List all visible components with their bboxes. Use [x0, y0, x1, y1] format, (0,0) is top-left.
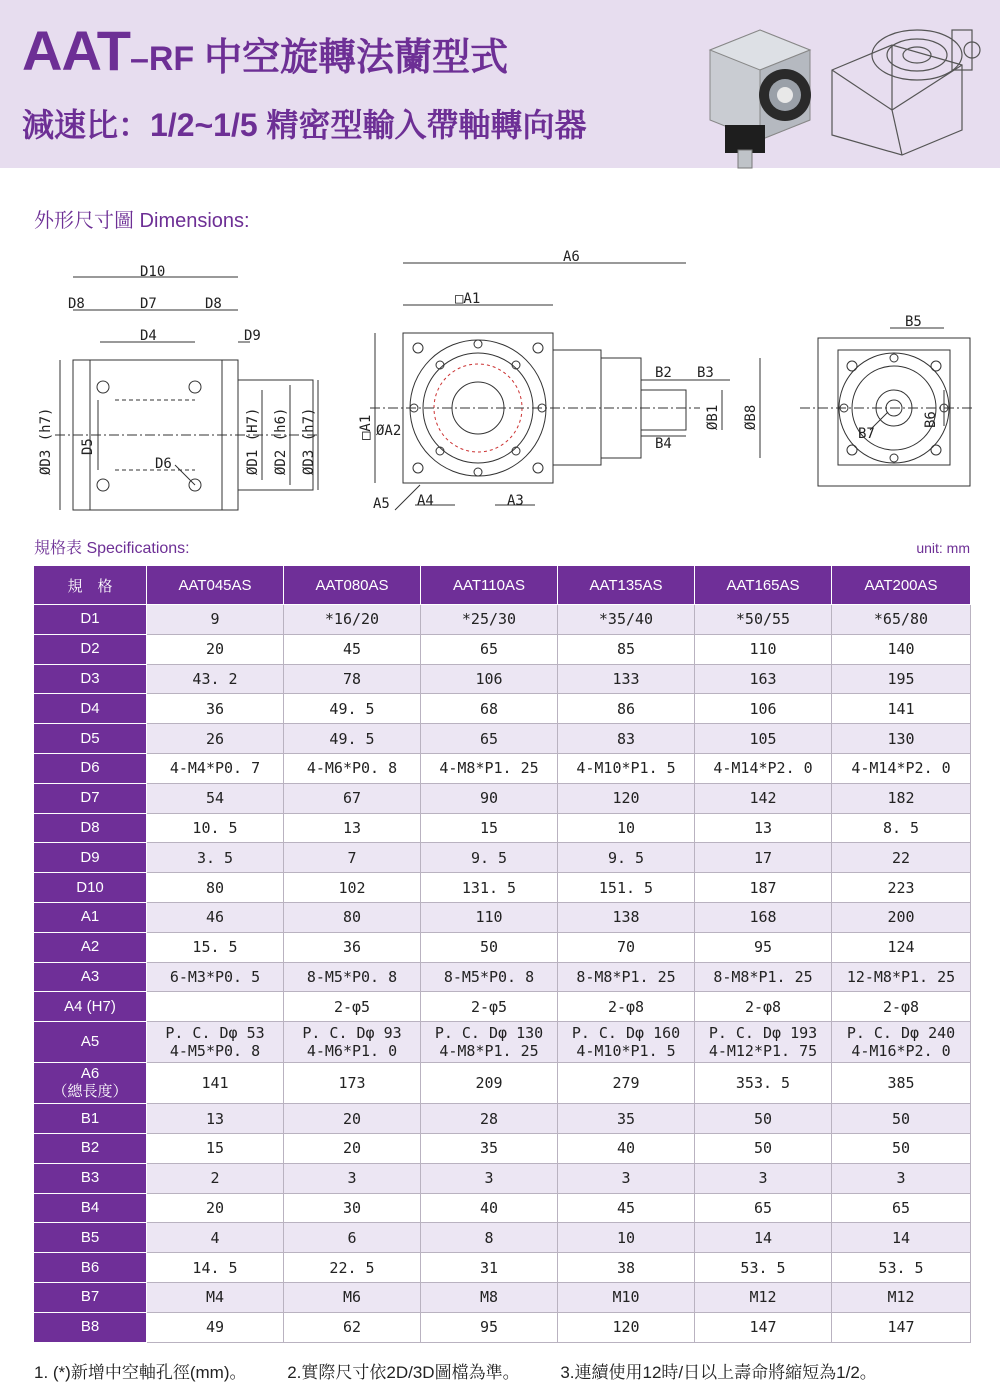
- table-cell: 20: [147, 634, 284, 664]
- table-cell: P. C. Dφ 240 4-M16*P2. 0: [832, 1022, 971, 1063]
- label-d7: D7: [140, 296, 157, 312]
- table-cell: 70: [558, 932, 695, 962]
- table-row: [34, 664, 971, 694]
- table-row: [34, 1104, 971, 1134]
- label-a1-side: □A1: [358, 414, 374, 440]
- table-cell: 13: [695, 813, 832, 843]
- table-cell: 4-M6*P0. 8: [284, 753, 421, 783]
- row-label: A4 (H7): [34, 992, 147, 1022]
- table-cell: 65: [421, 724, 558, 754]
- table-cell: 78: [284, 664, 421, 694]
- label-b4: B4: [655, 436, 672, 452]
- table-cell: 187: [695, 873, 832, 903]
- table-cell: 3: [284, 1163, 421, 1193]
- header-banner: [0, 0, 1000, 168]
- table-cell: 65: [421, 634, 558, 664]
- table-cell: M6: [284, 1282, 421, 1312]
- table-cell: 9. 5: [558, 843, 695, 873]
- label-a1-top: □A1: [455, 291, 481, 307]
- table-cell: 49. 5: [284, 724, 421, 754]
- table-cell: 20: [147, 1193, 284, 1223]
- table-cell: 15: [421, 813, 558, 843]
- row-label: A3: [34, 962, 147, 992]
- label-b5: B5: [905, 314, 922, 330]
- table-cell: 140: [832, 634, 971, 664]
- table-cell: 14: [832, 1223, 971, 1253]
- label-d3-right: ØD3 (h7): [301, 407, 317, 475]
- row-label: D10: [34, 873, 147, 903]
- footnote: 2.實際尺寸依2D/3D圖檔為準。: [287, 1363, 520, 1382]
- row-label: B4: [34, 1193, 147, 1223]
- row-label: A2: [34, 932, 147, 962]
- table-cell: M12: [695, 1282, 832, 1312]
- table-cell: 45: [284, 634, 421, 664]
- table-cell: 147: [695, 1312, 832, 1342]
- specifications-heading: 規格表 Specifications:: [34, 540, 190, 557]
- table-cell: 53. 5: [695, 1253, 832, 1283]
- label-b1: ØB1: [705, 404, 721, 430]
- table-cell: 26: [147, 724, 284, 754]
- table-cell: 8: [421, 1223, 558, 1253]
- table-row: [34, 1223, 971, 1253]
- table-cell: 4-M4*P0. 7: [147, 753, 284, 783]
- label-d10: D10: [140, 264, 166, 280]
- table-cell: *65/80: [832, 605, 971, 635]
- row-label: D4: [34, 694, 147, 724]
- table-model-header: AAT080AS: [284, 566, 421, 605]
- table-row: [34, 962, 971, 992]
- table-cell: 120: [558, 1312, 695, 1342]
- table-cell: 30: [284, 1193, 421, 1223]
- table-cell: P. C. Dφ 93 4-M6*P1. 0: [284, 1022, 421, 1063]
- table-cell: 40: [558, 1133, 695, 1163]
- table-cell: 8-M8*P1. 25: [558, 962, 695, 992]
- table-model-header: AAT135AS: [558, 566, 695, 605]
- label-d4: D4: [140, 328, 157, 344]
- table-cell: 3: [421, 1163, 558, 1193]
- table-cell: 50: [421, 932, 558, 962]
- table-model-header: AAT110AS: [421, 566, 558, 605]
- label-a2: ØA2: [376, 423, 402, 439]
- row-label: D8: [34, 813, 147, 843]
- table-cell: 14. 5: [147, 1253, 284, 1283]
- table-cell: 12-M8*P1. 25: [832, 962, 971, 992]
- table-cell: 142: [695, 783, 832, 813]
- table-cell: 65: [832, 1193, 971, 1223]
- table-row: [34, 1193, 971, 1223]
- label-d3-left: ØD3 (h7): [38, 407, 54, 475]
- table-cell: *16/20: [284, 605, 421, 635]
- front-view: [370, 263, 760, 510]
- model-suffix: –RF: [129, 40, 195, 78]
- table-cell: 85: [558, 634, 695, 664]
- table-cell: 36: [147, 694, 284, 724]
- table-cell: 2-φ8: [558, 992, 695, 1022]
- table-cell: 68: [421, 694, 558, 724]
- table-cell: 200: [832, 902, 971, 932]
- table-cell: 95: [695, 932, 832, 962]
- table-cell: 131. 5: [421, 873, 558, 903]
- table-cell: 10: [558, 813, 695, 843]
- row-label: B5: [34, 1223, 147, 1253]
- table-cell: *25/30: [421, 605, 558, 635]
- row-label: D3: [34, 664, 147, 694]
- footnote: 1. (*)新增中空軸孔徑(mm)。: [34, 1363, 247, 1382]
- table-cell: P. C. Dφ 130 4-M8*P1. 25: [421, 1022, 558, 1063]
- table-cell: 6-M3*P0. 5: [147, 962, 284, 992]
- label-d8-left: D8: [68, 296, 85, 312]
- table-cell: 4-M14*P2. 0: [832, 753, 971, 783]
- table-cell: 90: [421, 783, 558, 813]
- row-label: D9: [34, 843, 147, 873]
- dimensions-heading: 外形尺寸圖 Dimensions:: [34, 210, 250, 232]
- table-cell: 50: [832, 1133, 971, 1163]
- table-cell: 9: [147, 605, 284, 635]
- table-cell: 8-M5*P0. 8: [284, 962, 421, 992]
- label-d9: D9: [244, 328, 261, 344]
- table-row: [34, 724, 971, 754]
- table-cell: 106: [421, 664, 558, 694]
- table-cell: 2-φ8: [832, 992, 971, 1022]
- table-cell: 50: [695, 1133, 832, 1163]
- table-row: [34, 843, 971, 873]
- table-row: [34, 605, 971, 635]
- table-cell: 67: [284, 783, 421, 813]
- table-cell: 2: [147, 1163, 284, 1193]
- table-cell: 120: [558, 783, 695, 813]
- table-cell: 4-M10*P1. 5: [558, 753, 695, 783]
- table-cell: 8-M8*P1. 25: [695, 962, 832, 992]
- table-cell: 15: [147, 1133, 284, 1163]
- row-label: D5: [34, 724, 147, 754]
- spec-table: [33, 565, 971, 1343]
- table-cell: M10: [558, 1282, 695, 1312]
- table-cell: 13: [284, 813, 421, 843]
- table-cell: 35: [421, 1133, 558, 1163]
- label-b3: B3: [697, 365, 714, 381]
- table-cell: 106: [695, 694, 832, 724]
- table-cell: 4-M8*P1. 25: [421, 753, 558, 783]
- label-b2: B2: [655, 365, 672, 381]
- table-cell: 46: [147, 902, 284, 932]
- table-cell: 28: [421, 1104, 558, 1134]
- table-cell: 173: [284, 1063, 421, 1104]
- table-cell: 353. 5: [695, 1063, 832, 1104]
- table-cell: *35/40: [558, 605, 695, 635]
- table-cell: M4: [147, 1282, 284, 1312]
- table-cell: 22: [832, 843, 971, 873]
- table-cell: 8-M5*P0. 8: [421, 962, 558, 992]
- row-label: B7: [34, 1282, 147, 1312]
- table-cell: 22. 5: [284, 1253, 421, 1283]
- label-a5: A5: [373, 496, 390, 512]
- table-row: [34, 694, 971, 724]
- product-subtitle: 減速比：1/2~1/5 精密型輸入帶軸轉向器: [22, 107, 587, 143]
- label-a4: A4: [417, 493, 434, 509]
- table-cell: 65: [695, 1193, 832, 1223]
- unit-label: unit: mm: [916, 540, 970, 556]
- table-cell: 80: [284, 902, 421, 932]
- table-cell: 53. 5: [832, 1253, 971, 1283]
- label-d5: D5: [80, 438, 96, 455]
- table-cell: 141: [832, 694, 971, 724]
- table-cell: 141: [147, 1063, 284, 1104]
- table-cell: 2-φ5: [284, 992, 421, 1022]
- table-cell: 8. 5: [832, 813, 971, 843]
- table-cell: 49: [147, 1312, 284, 1342]
- table-model-header: AAT045AS: [147, 566, 284, 605]
- table-cell: 182: [832, 783, 971, 813]
- table-cell: 147: [832, 1312, 971, 1342]
- footnotes: [34, 1358, 913, 1383]
- row-label: B3: [34, 1163, 147, 1193]
- footnote: 3.連續使用12時/日以上壽命將縮短為1/2。: [560, 1363, 877, 1382]
- table-cell: 223: [832, 873, 971, 903]
- table-row: [34, 1063, 971, 1104]
- label-d6: D6: [155, 456, 172, 472]
- table-cell: 43. 2: [147, 664, 284, 694]
- row-label: D2: [34, 634, 147, 664]
- table-model-header: AAT200AS: [832, 566, 971, 605]
- label-a6: A6: [563, 249, 580, 265]
- table-row: [34, 992, 971, 1022]
- table-cell: 40: [421, 1193, 558, 1223]
- table-cell: 7: [284, 843, 421, 873]
- table-cell: 2-φ5: [421, 992, 558, 1022]
- table-cell: 83: [558, 724, 695, 754]
- table-cell: 151. 5: [558, 873, 695, 903]
- table-row: [34, 1253, 971, 1283]
- title-cn: 中空旋轉法蘭型式: [204, 37, 509, 79]
- table-cell: 36: [284, 932, 421, 962]
- table-model-header: AAT165AS: [695, 566, 832, 605]
- row-label: B2: [34, 1133, 147, 1163]
- label-a3: A3: [507, 493, 524, 509]
- model-name: AAT: [22, 19, 130, 82]
- table-cell: 95: [421, 1312, 558, 1342]
- table-cell: 17: [695, 843, 832, 873]
- row-label: A6 （總長度）: [34, 1063, 147, 1104]
- label-b8: ØB8: [743, 404, 759, 430]
- table-row: [34, 1133, 971, 1163]
- table-row: [34, 902, 971, 932]
- table-cell: P. C. Dφ 53 4-M5*P0. 8: [147, 1022, 284, 1063]
- row-label: B1: [34, 1104, 147, 1134]
- row-label: B8: [34, 1312, 147, 1342]
- table-cell: 3: [695, 1163, 832, 1193]
- product-photo-icon: [700, 10, 820, 170]
- table-row: [34, 753, 971, 783]
- table-cell: 105: [695, 724, 832, 754]
- table-cell: 4-M14*P2. 0: [695, 753, 832, 783]
- row-label: A1: [34, 902, 147, 932]
- table-cell: 13: [147, 1104, 284, 1134]
- table-cell: P. C. Dφ 193 4-M12*P1. 75: [695, 1022, 832, 1063]
- end-view: [800, 328, 975, 486]
- table-row: [34, 873, 971, 903]
- table-row: [34, 634, 971, 664]
- table-cell: 35: [558, 1104, 695, 1134]
- table-cell: 6: [284, 1223, 421, 1253]
- table-cell: 195: [832, 664, 971, 694]
- table-cell: 50: [695, 1104, 832, 1134]
- table-cell: 2-φ8: [695, 992, 832, 1022]
- table-cell: 4: [147, 1223, 284, 1253]
- table-cell: 385: [832, 1063, 971, 1104]
- table-cell: 133: [558, 664, 695, 694]
- table-cell: 50: [832, 1104, 971, 1134]
- table-cell: 9. 5: [421, 843, 558, 873]
- table-cell: 163: [695, 664, 832, 694]
- table-row: [34, 1282, 971, 1312]
- table-cell: 14: [695, 1223, 832, 1253]
- table-cell: P. C. Dφ 160 4-M10*P1. 5: [558, 1022, 695, 1063]
- table-cell: 3. 5: [147, 843, 284, 873]
- table-cell: 80: [147, 873, 284, 903]
- table-cell: 279: [558, 1063, 695, 1104]
- table-cell: 3: [832, 1163, 971, 1193]
- table-cell: 130: [832, 724, 971, 754]
- table-cell: 209: [421, 1063, 558, 1104]
- table-cell: 10: [558, 1223, 695, 1253]
- table-cell: 49. 5: [284, 694, 421, 724]
- table-cell: 138: [558, 902, 695, 932]
- table-cell: 10. 5: [147, 813, 284, 843]
- table-cell: 62: [284, 1312, 421, 1342]
- table-cell: 86: [558, 694, 695, 724]
- table-row: [34, 932, 971, 962]
- label-d1: ØD1 (H7): [245, 407, 261, 475]
- table-cell: 38: [558, 1253, 695, 1283]
- table-cell: 54: [147, 783, 284, 813]
- table-cell: 45: [558, 1193, 695, 1223]
- table-row: [34, 813, 971, 843]
- table-header-row: [34, 566, 971, 605]
- table-row: [34, 1163, 971, 1193]
- table-header-label: 規 格: [34, 566, 147, 605]
- table-cell: 20: [284, 1133, 421, 1163]
- table-cell: 110: [695, 634, 832, 664]
- row-label: D7: [34, 783, 147, 813]
- table-row: [34, 1022, 971, 1063]
- label-d8-right: D8: [205, 296, 222, 312]
- table-row: [34, 1312, 971, 1342]
- dimension-drawings: [0, 240, 1000, 530]
- table-cell: 168: [695, 902, 832, 932]
- row-label: B6: [34, 1253, 147, 1283]
- row-label: D6: [34, 753, 147, 783]
- table-cell: 31: [421, 1253, 558, 1283]
- table-cell: 124: [832, 932, 971, 962]
- table-cell: M12: [832, 1282, 971, 1312]
- table-cell: *50/55: [695, 605, 832, 635]
- table-cell: [147, 992, 284, 1022]
- table-cell: 110: [421, 902, 558, 932]
- row-label: A5: [34, 1022, 147, 1063]
- label-b7: B7: [858, 426, 875, 442]
- label-d2: ØD2 (h6): [273, 407, 289, 475]
- product-outline-drawing-icon: [822, 10, 982, 170]
- row-label: D1: [34, 605, 147, 635]
- table-cell: 3: [558, 1163, 695, 1193]
- table-cell: 20: [284, 1104, 421, 1134]
- table-cell: 102: [284, 873, 421, 903]
- product-title: [22, 18, 508, 83]
- table-cell: M8: [421, 1282, 558, 1312]
- label-b6: B6: [923, 411, 939, 428]
- table-row: [34, 783, 971, 813]
- table-cell: 15. 5: [147, 932, 284, 962]
